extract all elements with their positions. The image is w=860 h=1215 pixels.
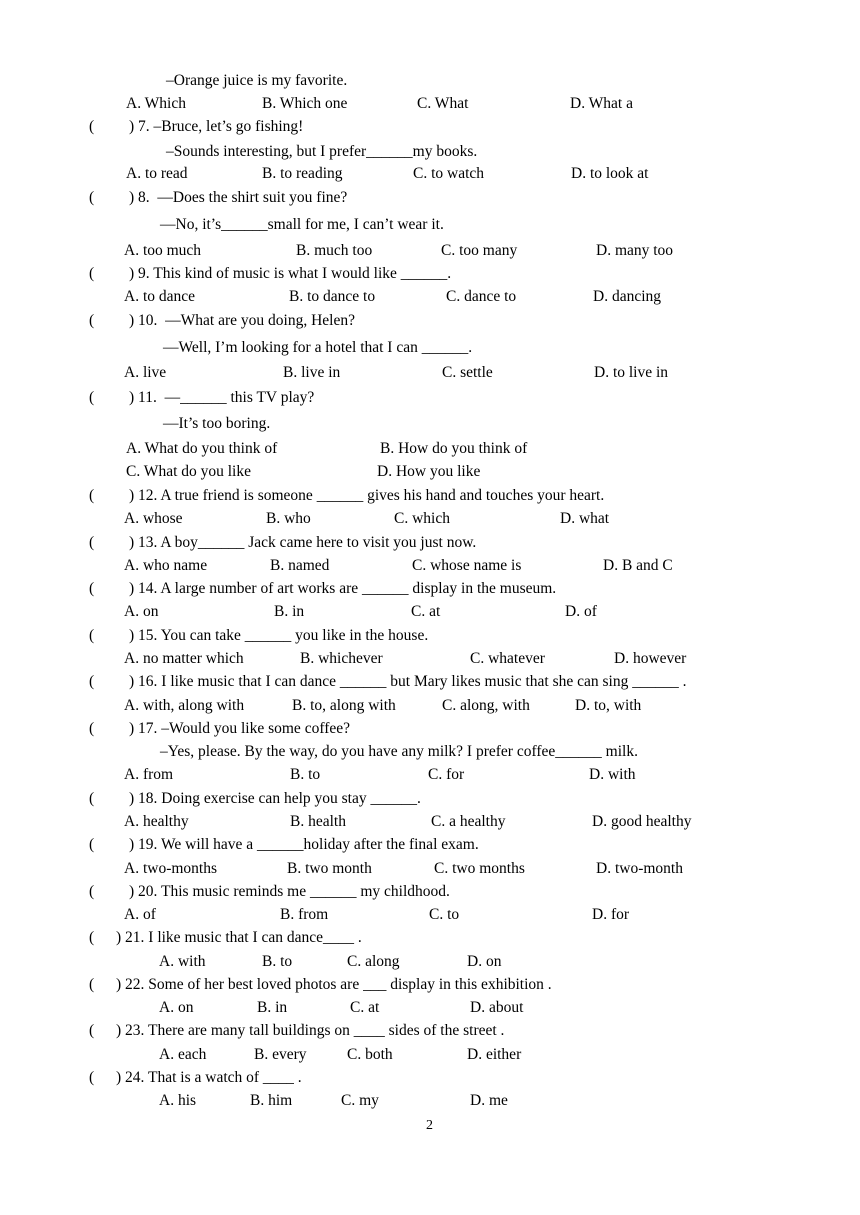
answer-option: C. too many [441,242,518,259]
answer-option: D. with [589,766,636,783]
dialogue-line: –Orange juice is my favorite. [166,72,348,89]
answer-option: A. What do you think of [126,440,278,457]
answer-option: A. healthy [124,813,189,830]
answer-option: D. What a [570,95,633,112]
answer-blank-paren[interactable]: ( [89,580,95,597]
answer-option: C. two months [434,860,525,877]
answer-blank-paren[interactable]: ( [89,929,95,946]
answer-option: C. What [417,95,469,112]
question-16: ) 16. I like music that I can dance ______ but Mary likes music that she can sing ______ . [129,673,687,690]
answer-option: B. live in [283,364,341,381]
dialogue-line: —Well, I’m looking for a hotel that I can ______. [163,339,473,356]
question-20: ) 20. This music reminds me ______ my childhood. [129,883,450,900]
answer-option: D. to look at [571,165,649,182]
answer-blank-paren[interactable]: ( [89,118,95,135]
answer-option: A. with [159,953,206,970]
answer-option: B. in [257,999,288,1016]
question-9: ) 9. This kind of music is what I would like ______. [129,265,452,282]
answer-option: D. dancing [593,288,662,305]
answer-option: C. What do you like [126,463,251,480]
question-18: ) 18. Doing exercise can help you stay ______. [129,790,421,807]
answer-option: C. both [347,1046,393,1063]
answer-option: A. on [159,999,194,1016]
answer-option: A. with, along with [124,697,245,714]
answer-blank-paren[interactable]: ( [89,790,95,807]
answer-option: B. two month [287,860,372,877]
answer-blank-paren[interactable]: ( [89,389,95,406]
question-17: ) 17. –Would you like some coffee? [129,720,351,737]
answer-option: B. How do you think of [380,440,528,457]
answer-option: B. to [262,953,293,970]
answer-option: C. along [347,953,400,970]
answer-option: B. whichever [300,650,383,667]
answer-option: C. which [394,510,450,527]
answer-option: B. Which one [262,95,348,112]
answer-option: A. on [124,603,159,620]
answer-option: A. each [159,1046,207,1063]
answer-option: C. settle [442,364,493,381]
answer-blank-paren[interactable]: ( [89,1022,95,1039]
question-15: ) 15. You can take ______ you like in the house. [129,627,429,644]
answer-option: D. about [470,999,524,1016]
answer-option: C. at [411,603,441,620]
answer-option: C. whatever [470,650,545,667]
dialogue-line: —No, it’s______small for me, I can’t wear it. [160,216,444,233]
answer-option: D. me [470,1092,508,1109]
answer-option: D. either [467,1046,522,1063]
answer-option: D. to, with [575,697,642,714]
answer-option: C. my [341,1092,379,1109]
question-13: ) 13. A boy______ Jack came here to visit you just now. [129,534,477,551]
question-21: ) 21. I like music that I can dance____ . [116,929,362,946]
answer-option: A. whose [124,510,183,527]
answer-option: A. no matter which [124,650,244,667]
question-11: ) 11. —______ this TV play? [129,389,315,406]
answer-option: A. from [124,766,174,783]
answer-blank-paren[interactable]: ( [89,883,95,900]
answer-blank-paren[interactable]: ( [89,1069,95,1086]
answer-option: B. to, along with [292,697,396,714]
answer-option: B. in [274,603,305,620]
answer-option: A. his [159,1092,197,1109]
dialogue-line: —It’s too boring. [163,415,271,432]
answer-option: A. Which [126,95,186,112]
answer-option: A. live [124,364,167,381]
answer-blank-paren[interactable]: ( [89,627,95,644]
answer-option: D. B and C [603,557,673,574]
answer-option: C. whose name is [412,557,522,574]
question-8: ) 8. —Does the shirt suit you fine? [129,189,348,206]
answer-option: A. who name [124,557,208,574]
question-7: ) 7. –Bruce, let’s go fishing! [129,118,304,135]
answer-option: C. at [350,999,380,1016]
question-14: ) 14. A large number of art works are ______ display in the museum. [129,580,557,597]
answer-option: C. along, with [442,697,530,714]
dialogue-line: –Sounds interesting, but I prefer______my books. [166,143,478,160]
page-number: 2 [426,1118,433,1133]
answer-blank-paren[interactable]: ( [89,673,95,690]
answer-option: D. good healthy [592,813,692,830]
answer-option: A. to dance [124,288,196,305]
answer-option: B. to dance to [289,288,376,305]
answer-blank-paren[interactable]: ( [89,265,95,282]
answer-option: B. to [290,766,321,783]
answer-blank-paren[interactable]: ( [89,534,95,551]
answer-option: C. dance to [446,288,517,305]
answer-option: D. however [614,650,687,667]
answer-option: D. what [560,510,610,527]
answer-option: C. a healthy [431,813,506,830]
answer-blank-paren[interactable]: ( [89,836,95,853]
question-23: ) 23. There are many tall buildings on ____ sides of the street . [116,1022,505,1039]
answer-option: D. on [467,953,502,970]
answer-blank-paren[interactable]: ( [89,189,95,206]
answer-option: C. to [429,906,460,923]
answer-option: A. of [124,906,156,923]
answer-option: B. much too [296,242,373,259]
answer-option: A. to read [126,165,188,182]
answer-option: D. to live in [594,364,669,381]
answer-option: B. to reading [262,165,343,182]
answer-blank-paren[interactable]: ( [89,487,95,504]
answer-option: D. How you like [377,463,481,480]
dialogue-line: –Yes, please. By the way, do you have any milk? I prefer coffee______ milk. [160,743,638,760]
answer-option: C. to watch [413,165,485,182]
answer-option: D. for [592,906,630,923]
answer-blank-paren[interactable]: ( [89,720,95,737]
answer-option: B. who [266,510,311,527]
answer-blank-paren[interactable]: ( [89,976,95,993]
question-22: ) 22. Some of her best loved photos are ___ display in this exhibition . [116,976,552,993]
answer-option: B. him [250,1092,293,1109]
answer-option: C. for [428,766,465,783]
answer-option: A. too much [124,242,202,259]
question-19: ) 19. We will have a ______holiday after the final exam. [129,836,479,853]
answer-option: D. of [565,603,597,620]
answer-option: B. from [280,906,329,923]
question-24: ) 24. That is a watch of ____ . [116,1069,302,1086]
answer-blank-paren[interactable]: ( [89,312,95,329]
answer-option: A. two-months [124,860,217,877]
answer-option: B. named [270,557,330,574]
question-10: ) 10. —What are you doing, Helen? [129,312,355,329]
question-12: ) 12. A true friend is someone ______ gives his hand and touches your heart. [129,487,605,504]
answer-option: B. every [254,1046,307,1063]
answer-option: D. two-month [596,860,683,877]
answer-option: D. many too [596,242,674,259]
answer-option: B. health [290,813,346,830]
